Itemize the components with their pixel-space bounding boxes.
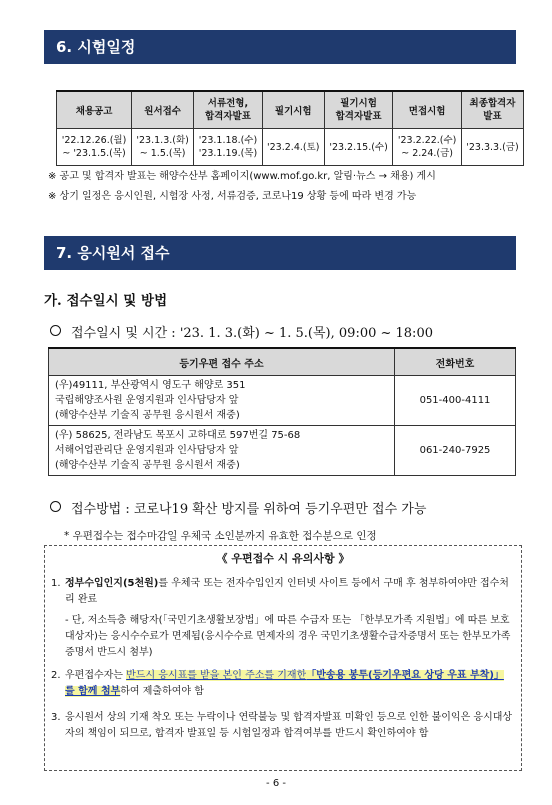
address-line: 서해어업관리단 운영지원과 인사담당자 앞	[55, 445, 239, 456]
address-line: (해양수산부 기술직 공무원 응시원서 재중)	[55, 410, 240, 421]
item-number: 1.	[51, 578, 61, 589]
address-table	[48, 347, 516, 476]
schedule-header: 최종합격자 발표	[461, 91, 523, 129]
section-7-header: 7. 응시원서 접수	[44, 236, 516, 270]
schedule-cell: '23.2.22.(수) ~ 2.24.(금)	[393, 129, 462, 166]
schedule-header: 필기시험 합격자발표	[324, 91, 393, 129]
table-row	[49, 426, 516, 476]
schedule-cell: '23.2.15.(수)	[324, 129, 393, 166]
caution-item-2	[51, 668, 513, 700]
phone-header: 전화번호	[395, 348, 516, 376]
item-text: 하여 제출하여야 함	[120, 686, 204, 697]
schedule-cell: '23.3.3.(금)	[461, 129, 523, 166]
schedule-cell: '22.12.26.(월) ~ '23.1.5.(목)	[57, 129, 132, 166]
schedule-header: 필기시험	[262, 91, 324, 129]
phone-cell: 061-240-7925	[395, 426, 516, 476]
address-line: (우) 58625, 전라남도 목포시 고하대로 597번길 75-68	[55, 430, 301, 441]
address-cell	[49, 426, 395, 476]
schedule-header: 원서접수	[132, 91, 194, 129]
page-number: - 6 -	[266, 778, 286, 789]
schedule-note: ※ 공고 및 합격자 발표는 해양수산부 홈페이지(www.mof.go.kr, 알림·뉴스 → 채용) 게시	[48, 171, 436, 182]
address-line: (우)49111, 부산광역시 영도구 해양로 351	[55, 380, 246, 391]
item-number: 2.	[51, 670, 61, 681]
caution-title: 《 우편접수 시 유의사항 》	[216, 552, 350, 565]
highlight-bold-text: 「반송용 봉투(등기우편요 상당 우표 부착)」를 함께 첨부	[65, 670, 504, 697]
table-row	[49, 376, 516, 426]
reception-method	[50, 498, 426, 517]
reception-period	[50, 322, 433, 341]
schedule-cell: '23.1.18.(수) '23.1.19.(목)	[194, 129, 263, 166]
circle-bullet-icon	[50, 501, 61, 512]
schedule-header: 면접시험	[393, 91, 462, 129]
schedule-note: ※ 상기 일정은 응시인원, 시험장 사정, 서류검증, 코로나19 상황 등에 따라 변경 가능	[48, 191, 417, 202]
item-text: 를 우체국 또는 전자수입인지 인터넷 사이트 등에서 구매 후 첨부하여야만 접수처리 완료	[65, 578, 509, 605]
phone-cell: 051-400-4111	[395, 376, 516, 426]
section-6-header: 6. 시험일정	[44, 30, 516, 64]
schedule-header: 서류전형, 합격자발표	[194, 91, 263, 129]
address-line: (해양수산부 기술직 공무원 응시원서 재중)	[55, 460, 240, 471]
caution-box	[44, 545, 522, 771]
method-note: * 우편접수는 접수마감일 우체국 소인분까지 유효한 접수분으로 인정	[64, 530, 377, 542]
item-text: 응시원서 상의 기재 착오 또는 누락이나 연락불능 및 합격자발표 미확인 등으로 인한 불이익은 응시대상자의 책임이 되므로, 합격자 발표일 등 시험일정과 합격여부를 반드시 확인하여야 함	[65, 712, 513, 739]
item-text: 우편접수자는	[65, 670, 127, 681]
exam-schedule-table	[56, 90, 524, 166]
address-cell	[49, 376, 395, 426]
stamp-text: 정부수입인지(5천원)	[65, 578, 159, 589]
schedule-cell: '23.2.4.(토)	[262, 129, 324, 166]
address-line: 국립해양조사원 운영지원과 인사담당자 앞	[55, 395, 239, 406]
caution-item-1	[51, 576, 513, 608]
address-header: 등기우편 접수 주소	[49, 348, 395, 376]
item-number: 3.	[51, 712, 61, 723]
circle-bullet-icon	[50, 325, 61, 336]
schedule-header: 채용공고	[57, 91, 132, 129]
reception-period-text: 접수일시 및 시간 : '23. 1. 3.(화) ~ 1. 5.(목), 09:00 ~ 18:00	[71, 326, 433, 341]
highlight-text: 반드시 응시표를 받을 본인 주소를 기재한	[126, 670, 307, 681]
caution-item-1-sub: - 단, 저소득층 해당자(「국민기초생활보장법」에 따른 수급자 또는 「한부모가족 지원법」에 따른 보호대상자)는 응시수수료가 면제됨(응시수수료 면제자의 경우 국민기초생활수급자증명서 또는 한부모가족증명서 반드시 첨부)	[65, 615, 511, 658]
reception-method-text: 접수방법 : 코로나19 확산 방지를 위하여 등기우편만 접수 가능	[71, 502, 427, 517]
caution-item-3	[51, 710, 513, 742]
subsection-title: 가. 접수일시 및 방법	[44, 293, 168, 309]
schedule-cell: '23.1.3.(화) ~ 1.5.(목)	[132, 129, 194, 166]
